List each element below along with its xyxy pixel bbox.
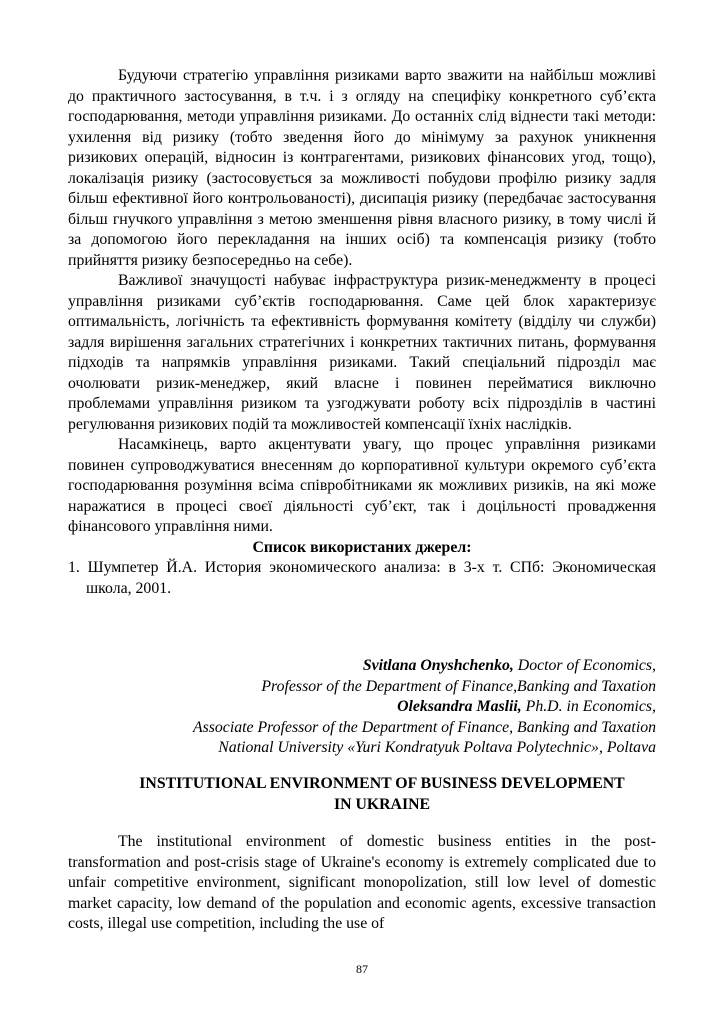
- article-title: [68, 774, 656, 815]
- article-title-line-2: IN UKRAINE: [333, 795, 431, 813]
- reference-item: 1. Шумпетер Й.А. История экономического анализа: в 3-х т. СПб: Экономическая школа, 2001.: [68, 559, 656, 597]
- english-body: [68, 832, 656, 935]
- body-paragraph: Насамкінець, варто акцентувати увагу, що процес управління ризиками повинен супроводжуватися внесенням до корпоративної культури окремого суб’єкта господарювання розуміння всіма співробітниками як можливих ризиків, на які може наражатися в процесі своєї діяльності суб’єкт, так і доцільності провадження фінансового управління ними.: [68, 436, 656, 535]
- author-2-line: [68, 697, 656, 718]
- author-1-line: [68, 656, 656, 677]
- author-2-name: Oleksandra Maslii,: [397, 698, 522, 715]
- author-block: [68, 656, 656, 759]
- author-1-degree: Doctor of Economics,: [513, 657, 656, 674]
- page-number: 87: [356, 962, 368, 976]
- body-paragraph: Важливої значущості набуває інфраструктура ризик-менеджменту в процесі управління ризиками суб’єктів господарювання. Саме цей блок характеризує оптимальність, логічність та ефективність формування комітету (відділу чи служби) задля вирішення загальних стратегічних і конкретних тактичних питань, формування підходів та напрямків управління ризиками. Такий спеціальний підрозділ має очолювати ризик-менеджер, який власне і повинен перейматися виключно проблемами управління ризиком та узгоджувати роботу всіх підрозділів в частині регулювання ризикових подій та можливостей компенсації їхніх наслідків.: [68, 272, 656, 433]
- affiliation: National University «Yuri Kondratyuk Poltava Polytechnic», Poltava: [218, 739, 656, 756]
- body-paragraph: Будуючи стратегію управління ризиками варто зважити на найбільш можливі до практичного застосування, в т.ч. і з огляду на специфіку конкретного суб’єкта господарювання, методи управління ризиками. До останніх слід віднести такі методи: ухилення від ризику (тобто зведення його до мінімуму за рахунок уникнення ризикових операцій, відносин із контрагентами, ризикових фінансових угод, тощо), локалізація ризику (застосовується за можливості побудови профілю ризику задля більш ефективної його контрольованості), дисипація ризику (передбачає застосування більш гнучкого управління з метою зменшення рівня власного ризику, в тому числі й за допомогою його перекладання на інших осіб) та компенсація ризику (тобто прийняття ризику безпосередньо на себе).: [68, 67, 656, 269]
- article-title-line-1: INSTITUTIONAL ENVIRONMENT OF BUSINESS DEVELOPMENT: [139, 775, 625, 792]
- author-2-degree: Ph.D. in Economics,: [521, 698, 656, 715]
- author-1-name: Svitlana Onyshchenko,: [362, 657, 514, 674]
- references-heading: Список використаних джерел:: [252, 538, 472, 556]
- intro-paragraph: The institutional environment of domestic business entities in the post-transformation and post-crisis stage of Ukraine's economy is extremely complicated due to unfair competitive environment, significant monopolization, still low level of domestic market capacity, low demand of the population and economic agents, excessive transaction costs, illegal use competition, including the use of: [68, 833, 656, 932]
- author-2-position: Associate Professor of the Department of Finance, Banking and Taxation: [192, 718, 656, 736]
- author-1-position: Professor of the Department of Finance,Banking and Taxation: [261, 677, 656, 695]
- ukrainian-body: [68, 66, 656, 599]
